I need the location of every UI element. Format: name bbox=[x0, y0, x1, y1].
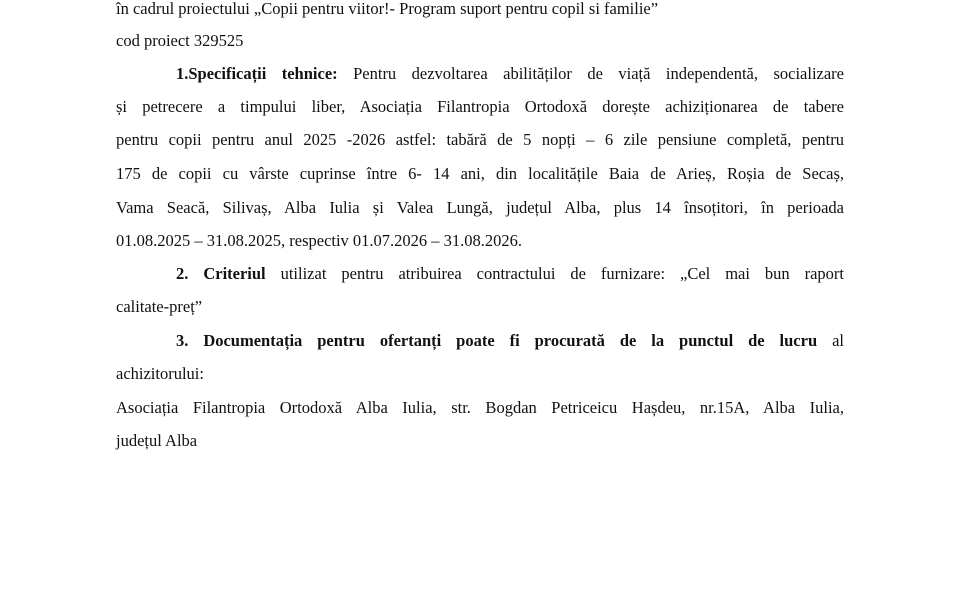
section2-line2: calitate-preț” bbox=[116, 297, 203, 316]
section1-text: Pentru dezvoltarea abilităților de viață independentă, socializare bbox=[337, 64, 844, 83]
section1-line4: 175 de copii cu vârste cuprinse între 6- 14 ani, din localitățile Baia de Arieș, Roșia de Secaș, bbox=[116, 164, 844, 183]
section1-line6: 01.08.2025 – 31.08.2025, respectiv 01.07.2026 – 31.08.2026. bbox=[116, 231, 523, 250]
section2-heading: 2. Criteriul bbox=[176, 264, 266, 283]
section1-line5: Vama Seacă, Silivaș, Alba Iulia și Valea Lungă, județul Alba, plus 14 însoțitori, în perioada bbox=[116, 198, 844, 217]
section3-heading: 3. Documentația pentru ofertanți poate fi procurată de la punctul de lucru bbox=[176, 331, 818, 350]
section1-line2: și petrecere a timpului liber, Asociația Filantropia Ortodoxă dorește achiziționarea de tabere bbox=[116, 97, 844, 116]
section3-text: al bbox=[817, 331, 844, 350]
section1-first-line bbox=[176, 64, 844, 84]
section3-line2: achizitorului: bbox=[116, 364, 204, 383]
address-line2: județul Alba bbox=[116, 431, 198, 450]
section1-heading: 1.Specificații tehnice: bbox=[176, 64, 338, 83]
address-line1: Asociația Filantropia Ortodoxă Alba Iulia, str. Bogdan Petriceicu Hașdeu, nr.15A, Alba Iulia, bbox=[116, 398, 844, 417]
project-intro-line: în cadrul proiectului „Copii pentru viitor!- Program suport pentru copil si familie” bbox=[116, 0, 659, 18]
section2-text: utilizat pentru atribuirea contractului de furnizare: „Cel mai bun raport bbox=[265, 264, 844, 283]
section1-line3: pentru copii pentru anul 2025 -2026 astfel: tabără de 5 nopți – 6 zile pensiune completă, pentru bbox=[116, 130, 844, 149]
section3-first-line bbox=[176, 331, 844, 351]
project-code-line: cod proiect 329525 bbox=[116, 31, 244, 50]
section2-first-line bbox=[176, 264, 844, 284]
